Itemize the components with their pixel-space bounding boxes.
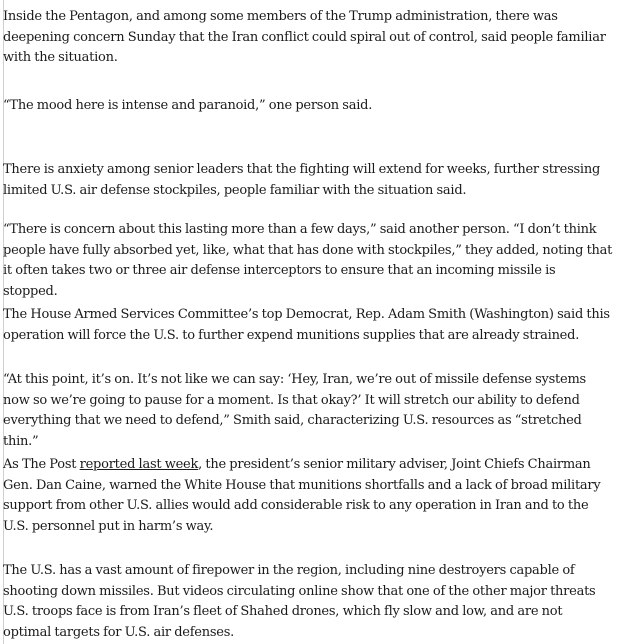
paragraph-concern-quote: “There is concern about this lasting more than a few days,” said another person. “I don’t think people have fully absorbed yet, like, what that has done with stockpiles,” they added, noting that it often takes two or three air defense interceptors to ensure that an incoming missile is stopped. xyxy=(3,222,613,299)
paragraph-mood-quote: “The mood here is intense and paranoid,” one person said. xyxy=(3,98,373,113)
paragraph-post-report xyxy=(3,455,613,537)
paragraph-smith-quote: “At this point, it’s on. It’s not like we can say: ‘Hey, Iran, we’re out of missile defense systems now so we’re going to pause for a moment. Is that okay?’ It will stretch our ability to defend everything that we need to defend,” Smith said, characterizing U.S. resources as “stretched thin.” xyxy=(3,372,586,449)
paragraph-firepower: The U.S. has a vast amount of firepower in the region, including nine destroyers capable of shooting down missiles. But videos circulating online show that one of the other major threats U.S. troops face is from Iran’s fleet of Shahed drones, which fly slow and low, and are not optimal targets for U.S. air defenses. xyxy=(3,563,596,640)
reported-last-week-link[interactable]: reported last week xyxy=(79,457,199,472)
paragraph-pentagon-concern: Inside the Pentagon, and among some members of the Trump administration, there was deepening concern Sunday that the Iran conflict could spiral out of control, said people familiar with the situation. xyxy=(3,9,606,65)
paragraph-adam-smith: The House Armed Services Committee’s top Democrat, Rep. Adam Smith (Washington) said this operation will force the U.S. to further expend munitions supplies that are already strained. xyxy=(3,307,610,343)
paragraph-post-report-lead: As The Post xyxy=(3,457,80,472)
paragraph-post-report-body: , the president’s senior military adviser, Joint Chiefs Chairman Gen. Dan Caine, warned the White House that munitions shortfalls and a lack of broad military support from other U.S. allies would add considerable risk to any operation in Iran and to the U.S. personnel put in harm’s way. xyxy=(3,457,601,534)
paragraph-anxiety-stockpiles: There is anxiety among senior leaders that the fighting will extend for weeks, further stressing limited U.S. air defense stockpiles, people familiar with the situation said. xyxy=(3,162,601,198)
